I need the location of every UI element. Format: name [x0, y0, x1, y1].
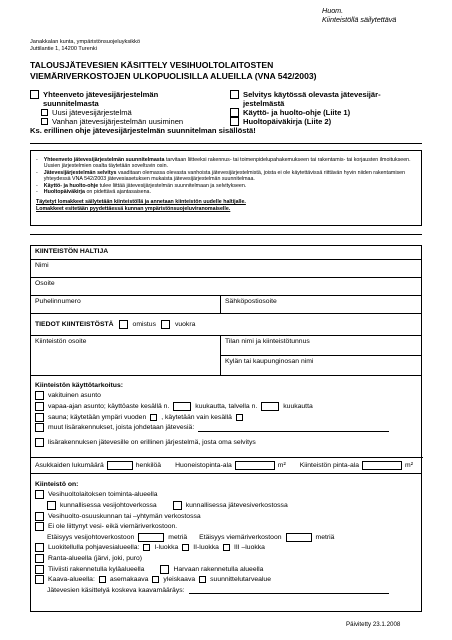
document-title	[30, 60, 430, 82]
renew-system-checkbox[interactable]	[41, 118, 48, 125]
title-line-1: TALOUSJÄTEVESIEN KÄSITTELY VESIHUOLTOLAITOSTEN	[30, 60, 274, 70]
master-plan-checkbox[interactable]	[152, 576, 159, 583]
sauna-summer-checkbox[interactable]	[236, 414, 243, 421]
new-system-checkbox[interactable]	[41, 109, 48, 116]
zoned-area-checkbox[interactable]	[35, 575, 44, 584]
detailed-plan-label: asemakaava	[109, 576, 149, 584]
rental-checkbox[interactable]	[161, 320, 170, 329]
cooperative-label: Vesihuolto-osuuskunnan tai –yhtymän verkostossa	[48, 512, 201, 520]
groundwater-label: Luokitellulla pohjavesialueella:	[48, 544, 140, 552]
detailed-plan-checkbox[interactable]	[99, 576, 106, 583]
info-item: - Yhteenveto jätevesijärjestelmän suunnitelmasta tarvitaan liitteeksi rakennus- tai toimenpidelupahakemukseen tai rakentamis- tai korjausten ilmoitukseen. Uusien järjestelmien osalta täytetään soveltuvin osin.	[36, 157, 411, 170]
holiday-home-checkbox[interactable]	[35, 402, 44, 411]
residents-row	[31, 458, 421, 474]
rental-label: vuokra	[174, 321, 196, 328]
winter-label: kuukautta, talvella n.	[195, 402, 258, 410]
property-address-field[interactable]: Kiinteistön osoite	[31, 336, 221, 376]
plot-area-input[interactable]	[362, 461, 402, 470]
info-item: - Huoltopäiväkirja on pidettävä ajantasaisena.	[36, 189, 151, 196]
winter-months-input[interactable]	[261, 402, 279, 411]
separate-system-checkbox[interactable]	[35, 438, 44, 447]
class-1-label: I-luokka	[154, 544, 179, 552]
sparse-area-label: Harvaan rakennetulla alueella	[173, 565, 264, 573]
owner-header: KIINTEISTÖN HALTIJA	[31, 246, 421, 260]
location-header: Kiinteistö on:	[35, 480, 79, 488]
updated-date: Päivitetty 23.1.2008	[346, 621, 401, 628]
organization	[30, 39, 140, 53]
municipal-water-label: kunnallisessa vesijohtoverkossa	[60, 501, 157, 509]
survey-label-2: jestelmästä	[243, 99, 285, 108]
sauna-label: sauna; käytetään ympäri vuoden	[48, 413, 147, 421]
not-connected-label: Ei ole liittynyt vesi- eikä viemäriverkostoon.	[48, 523, 178, 531]
usage-header: Kiinteistön käyttötarkoitus:	[35, 381, 123, 389]
org-line-1: Janakkalan kunta, ympäristönsuojeluyksikkö	[30, 39, 141, 45]
title-line-2: VIEMÄRIVERKOSTOJEN ULKOPUOLISILLA ALUEILLA (VNA 542/2003)	[30, 71, 317, 81]
sewer-distance-input[interactable]	[286, 533, 312, 542]
dense-village-label: Tiiviisti rakennetulla kyläalueella	[48, 565, 145, 573]
class-3-checkbox[interactable]	[223, 544, 230, 551]
info-item: - Käyttö- ja huolto-ohje tulee liittää jätevesijärjestelmän suunnitelmaan ja selvitykseen.	[36, 182, 247, 189]
note-line-1: Huom.	[322, 6, 344, 15]
groundwater-checkbox[interactable]	[35, 543, 44, 552]
ownership-checkbox[interactable]	[119, 320, 128, 329]
note-line-2: Kiinteistöllä säilytettävä	[322, 15, 397, 24]
farm-name-field[interactable]: Tilan nimi ja kiinteistötunnus	[221, 336, 421, 356]
water-distance-input[interactable]	[138, 533, 164, 542]
other-buildings-input[interactable]	[198, 424, 389, 432]
plot-area-label: Kiinteistön pinta-ala	[299, 462, 360, 469]
storage-warning-2: Lomakkeet esitetään pyydettäessä kunnan ympäristönsuojeluviranomaiselle.	[36, 205, 231, 212]
village-field[interactable]: Kylän tai kaupunginosan nimi	[221, 356, 421, 376]
not-connected-checkbox[interactable]	[35, 522, 44, 531]
name-field[interactable]: Nimi	[31, 260, 421, 278]
divider	[30, 143, 422, 144]
residents-label: Asukkaiden lukumäärä	[35, 462, 104, 469]
holiday-home-label: vapaa-ajan asunto; käyttöaste kesällä n.	[48, 402, 170, 410]
master-plan-label: yleiskaava	[163, 576, 196, 584]
permanent-residence-label: vakituinen asunto	[48, 392, 101, 400]
logbook-label: Huoltopäiväkirja (Liite 2)	[243, 117, 332, 126]
months-label: kuukautta	[283, 402, 313, 410]
municipal-sewer-checkbox[interactable]	[173, 501, 182, 510]
utility-area-label: Vesihuoltolaitoksen toiminta-alueella	[48, 491, 158, 499]
survey-label: Selvitys käytössä olevasta jätevesijär-	[243, 90, 381, 99]
keep-note	[322, 6, 396, 24]
divider	[30, 234, 422, 235]
manual-checkbox[interactable]	[230, 108, 239, 117]
renew-system-label: Vanhan jätevesijärjestelmän uusiminen	[52, 117, 184, 126]
new-system-label: Uusi jätevesijärjestelmä	[52, 108, 132, 117]
planning-area-checkbox[interactable]	[199, 576, 206, 583]
persons-label: henkilöä	[135, 462, 162, 469]
sewer-distance-unit: metriä	[315, 533, 335, 541]
property-header-row	[31, 314, 421, 336]
municipal-sewer-label: kunnallisessa jätevesiverkostossa	[185, 501, 288, 509]
other-buildings-checkbox[interactable]	[35, 423, 44, 432]
shore-area-checkbox[interactable]	[35, 554, 44, 563]
sparse-area-checkbox[interactable]	[160, 565, 169, 574]
manual-label: Käyttö- ja huolto-ohje (Liite 1)	[243, 108, 351, 117]
address-field[interactable]: Osoite	[31, 278, 421, 296]
logbook-checkbox[interactable]	[230, 117, 239, 126]
class-1-checkbox[interactable]	[143, 544, 150, 551]
email-field[interactable]: Sähköpostiosoite	[221, 296, 421, 314]
cooperative-checkbox[interactable]	[35, 512, 44, 521]
summary-label: Yhteenveto jätevesijärjestelmän	[43, 90, 159, 99]
document-type-options	[30, 90, 430, 135]
info-box	[30, 150, 422, 226]
org-line-2: Juttilantie 1, 14200 Turenki	[30, 46, 97, 52]
class-2-label: II-luokka	[193, 544, 219, 552]
sauna-checkbox[interactable]	[35, 413, 44, 422]
sauna-year-round-checkbox[interactable]	[150, 414, 157, 421]
water-distance-unit: metriä	[168, 533, 188, 541]
floor-area-label: Huoneistopinta-ala	[175, 462, 232, 469]
sewer-distance-label: Etäisyys viemäriverkostoon	[199, 533, 282, 541]
permanent-residence-checkbox[interactable]	[35, 391, 44, 400]
plot-area-unit: m²	[405, 462, 413, 469]
info-item: - Jätevesijärjestelmän selvitys vaaditaan olemassa olevasta vanhoista jätevesijärjestelmistä, joista ei ole käytettävissä riittävän hyvin niiden rakentamisen yhteydessä VNA 542/2003 jätevesiasetuksen mukaista jätevesijärjestelmän suunnitelmaa.	[36, 169, 406, 183]
property-form	[30, 245, 422, 612]
zoned-area-label: Kaava-alueella:	[48, 576, 95, 584]
ownership-label: omistus	[132, 321, 156, 328]
planning-area-label: suunnittelutarvealue	[210, 576, 271, 584]
class-2-checkbox[interactable]	[182, 544, 189, 551]
dense-village-checkbox[interactable]	[35, 565, 44, 574]
instructions-note: Ks. erillinen ohje jätevesijärjestelmän suunnitelman sisällöstä!	[30, 126, 256, 135]
survey-checkbox[interactable]	[230, 90, 239, 99]
property-header: TIEDOT KIINTEISTÖSTÄ	[35, 321, 114, 328]
storage-warning-1: Täytetyt lomakkeet säilytetään kiinteistöllä ja annetaan kiinteistön uudelle haltijalle.	[36, 199, 246, 206]
usage-section	[31, 378, 423, 458]
municipal-water-checkbox[interactable]	[47, 501, 56, 510]
class-3-label: III –luokka	[233, 544, 265, 552]
water-distance-label: Etäisyys vesijohtoverkostoon	[47, 533, 135, 541]
summary-label-2: suunnitelmasta	[43, 99, 99, 108]
utility-area-checkbox[interactable]	[35, 490, 44, 499]
phone-field[interactable]: Puhelinnumero	[31, 296, 221, 314]
separate-system-label: lisärakennuksen jätevesille on erillinen järjestelmä, josta oma selvitys	[48, 438, 256, 446]
location-section	[31, 477, 423, 611]
summer-months-input[interactable]	[173, 402, 191, 411]
floor-area-unit: m²	[277, 462, 286, 469]
summary-checkbox[interactable]	[30, 90, 39, 99]
shore-area-label: Ranta-alueella (järvi, joki, puro)	[48, 554, 143, 562]
other-buildings-label: muut lisärakennukset, joista johdetaan jätevesiä:	[48, 424, 195, 432]
sauna-summer-label: , käytetään vain kesällä	[161, 413, 232, 421]
zoning-regulation-input[interactable]	[189, 586, 389, 594]
residents-input[interactable]	[107, 461, 133, 470]
zoning-regulation-label: Jätevesien käsittelyä koskeva kaavamääräys:	[47, 586, 185, 594]
floor-area-input[interactable]	[235, 461, 275, 470]
